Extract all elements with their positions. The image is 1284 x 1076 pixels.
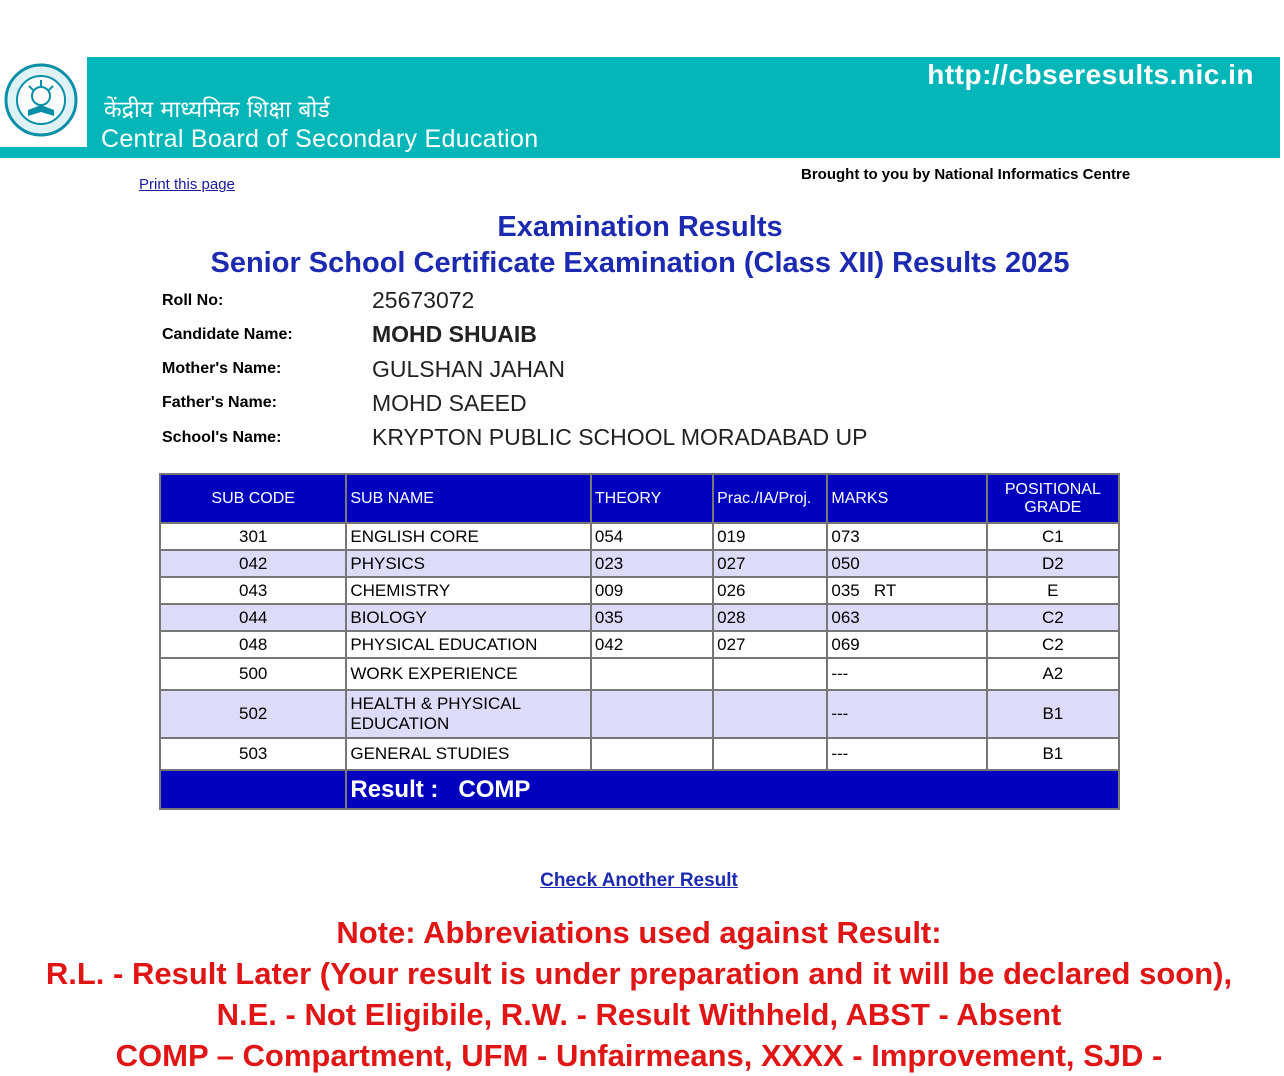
sub-name: BIOLOGY xyxy=(346,604,591,631)
board-name-hindi: केंद्रीय माध्यमिक शिक्षा बोर्ड xyxy=(104,97,330,123)
info-label: Candidate Name: xyxy=(162,326,293,343)
nic-credit: Brought to you by National Informatics Centre xyxy=(801,166,1131,183)
info-label: Father's Name: xyxy=(162,394,277,411)
table-row xyxy=(160,577,1119,604)
sub-name: PHYSICS xyxy=(346,550,591,577)
total-marks: 073 xyxy=(827,523,986,550)
total-marks: --- xyxy=(827,690,986,738)
result-row xyxy=(160,770,1119,809)
result-cell xyxy=(346,770,1119,809)
total-marks: 050 xyxy=(827,550,986,577)
positional-grade: E xyxy=(987,577,1119,604)
table-row xyxy=(160,658,1119,690)
table-row xyxy=(160,523,1119,550)
result-label: Result : xyxy=(350,775,439,803)
total-marks: 035 RT xyxy=(827,577,986,604)
sub-name: CHEMISTRY xyxy=(346,577,591,604)
father-name: MOHD SAEED xyxy=(372,390,527,416)
note-heading: Note: Abbreviations used against Result: xyxy=(336,915,942,950)
mother-name: GULSHAN JAHAN xyxy=(372,356,565,382)
result-spacer xyxy=(160,770,346,809)
school-name: KRYPTON PUBLIC SCHOOL MORADABAD UP xyxy=(372,424,868,450)
sub-code: 043 xyxy=(160,577,346,604)
table-row xyxy=(160,738,1119,770)
total-marks: --- xyxy=(827,658,986,690)
practical-marks: 019 xyxy=(713,523,827,550)
sub-code: 301 xyxy=(160,523,346,550)
sub-name: ENGLISH CORE xyxy=(346,523,591,550)
practical-marks xyxy=(713,658,827,690)
theory-marks xyxy=(591,690,713,738)
col-header-sub-code: SUB CODE xyxy=(160,474,346,523)
positional-grade: C2 xyxy=(987,631,1119,658)
practical-marks: 026 xyxy=(713,577,827,604)
table-row xyxy=(160,631,1119,658)
table-row xyxy=(160,550,1119,577)
practical-marks: 027 xyxy=(713,550,827,577)
col-header-sub-name: SUB NAME xyxy=(346,474,591,523)
note-line-1: R.L. - Result Later (Your result is under preparation and it will be declared soon), N.E. - Not Eligibile, R.W. - Result Withheld, ABST - Absent xyxy=(45,956,1233,1032)
page-title: Examination Results xyxy=(497,211,783,243)
abbreviation-note xyxy=(20,912,1258,1076)
col-header-practical: Prac./IA/Proj. xyxy=(713,474,827,523)
positional-grade: C1 xyxy=(987,523,1119,550)
theory-marks xyxy=(591,738,713,770)
cbse-emblem-icon xyxy=(2,58,80,146)
check-another-result-link[interactable]: Check Another Result xyxy=(540,870,738,891)
info-label: School's Name: xyxy=(162,429,282,446)
sub-name: WORK EXPERIENCE xyxy=(346,658,591,690)
positional-grade: B1 xyxy=(987,690,1119,738)
board-name-english: Central Board of Secondary Education xyxy=(101,125,539,153)
note-line-2: COMP – Compartment, UFM - Unfairmeans, XXXX - Improvement, SJD - xyxy=(115,1038,1163,1073)
table-row xyxy=(160,690,1119,738)
table-header-row xyxy=(160,474,1119,523)
info-label: Mother's Name: xyxy=(162,360,282,377)
theory-marks: 023 xyxy=(591,550,713,577)
practical-marks xyxy=(713,738,827,770)
theory-marks: 042 xyxy=(591,631,713,658)
roll-number: 25673072 xyxy=(372,287,475,313)
positional-grade: B1 xyxy=(987,738,1119,770)
table-row xyxy=(160,604,1119,631)
sub-code: 502 xyxy=(160,690,346,738)
total-marks: --- xyxy=(827,738,986,770)
practical-marks xyxy=(713,690,827,738)
sub-name: GENERAL STUDIES xyxy=(346,738,591,770)
total-marks: 069 xyxy=(827,631,986,658)
col-header-theory: THEORY xyxy=(591,474,713,523)
sub-name: PHYSICAL EDUCATION xyxy=(346,631,591,658)
sub-name: HEALTH & PHYSICAL EDUCATION xyxy=(346,690,591,738)
practical-marks: 027 xyxy=(713,631,827,658)
sub-code: 048 xyxy=(160,631,346,658)
check-another-wrapper xyxy=(0,870,1278,892)
theory-marks xyxy=(591,658,713,690)
practical-marks: 028 xyxy=(713,604,827,631)
positional-grade: C2 xyxy=(987,604,1119,631)
results-table xyxy=(159,473,1120,810)
theory-marks: 035 xyxy=(591,604,713,631)
theory-marks: 054 xyxy=(591,523,713,550)
positional-grade: A2 xyxy=(987,658,1119,690)
sub-code: 503 xyxy=(160,738,346,770)
theory-marks: 009 xyxy=(591,577,713,604)
exam-title: Senior School Certificate Examination (Class XII) Results 2025 xyxy=(210,247,1070,279)
candidate-name: MOHD SHUAIB xyxy=(372,321,537,347)
cbse-logo xyxy=(0,57,87,147)
site-url: http://cbseresults.nic.in xyxy=(927,59,1254,90)
result-value: COMP xyxy=(458,775,531,803)
sub-code: 042 xyxy=(160,550,346,577)
sub-code: 500 xyxy=(160,658,346,690)
print-page-link[interactable]: Print this page xyxy=(139,176,235,193)
positional-grade: D2 xyxy=(987,550,1119,577)
total-marks: 063 xyxy=(827,604,986,631)
sub-code: 044 xyxy=(160,604,346,631)
info-label: Roll No: xyxy=(162,292,224,309)
col-header-grade: POSITIONAL GRADE xyxy=(987,474,1119,523)
col-header-marks: MARKS xyxy=(827,474,986,523)
